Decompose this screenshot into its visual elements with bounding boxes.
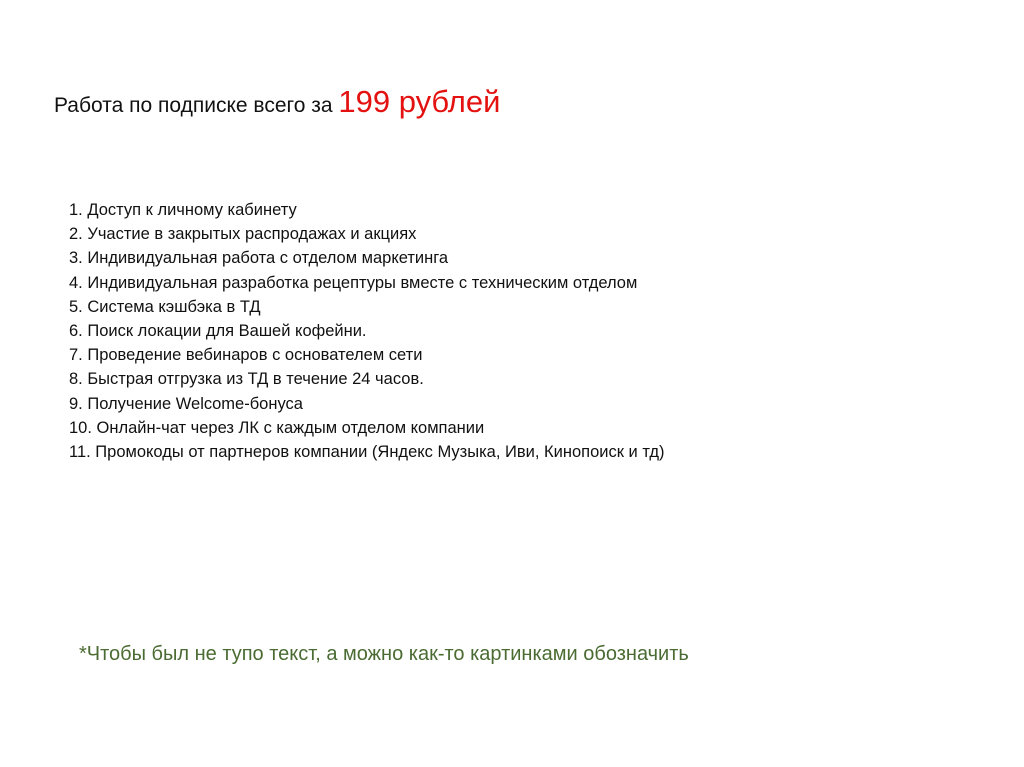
feature-item: 3. Индивидуальная работа с отделом маркетинга <box>69 249 449 268</box>
features-list <box>69 198 664 464</box>
feature-item: 10. Онлайн-чат через ЛК с каждым отделом компании <box>69 418 485 437</box>
feature-item: 4. Индивидуальная разработка рецептуры вместе с техническим отделом <box>69 273 638 292</box>
slide-title <box>54 84 500 120</box>
feature-item: 1. Доступ к личному кабинету <box>69 201 297 219</box>
feature-item: 11. Промокоды от партнеров компании (Яндекс Музыка, Иви, Кинопоиск и тд) <box>69 443 665 462</box>
feature-item: 9. Получение Welcome-бонуса <box>69 394 303 413</box>
price-highlight: 199 рублей <box>338 84 501 119</box>
feature-item: 5. Система кэшбэка в ТД <box>69 297 261 316</box>
feature-item: 7. Проведение вебинаров с основателем сети <box>69 346 423 365</box>
feature-item: 6. Поиск локации для Вашей кофейни. <box>69 322 367 341</box>
feature-item: 2. Участие в закрытых распродажах и акциях <box>69 225 417 244</box>
feature-item: 8. Быстрая отгрузка из ТД в течение 24 часов. <box>69 370 424 389</box>
title-lead-text: Работа по подписке всего за <box>54 94 339 117</box>
footnote-note: *Чтобы был не тупо текст, а можно как-то картинками обозначить <box>79 643 689 665</box>
